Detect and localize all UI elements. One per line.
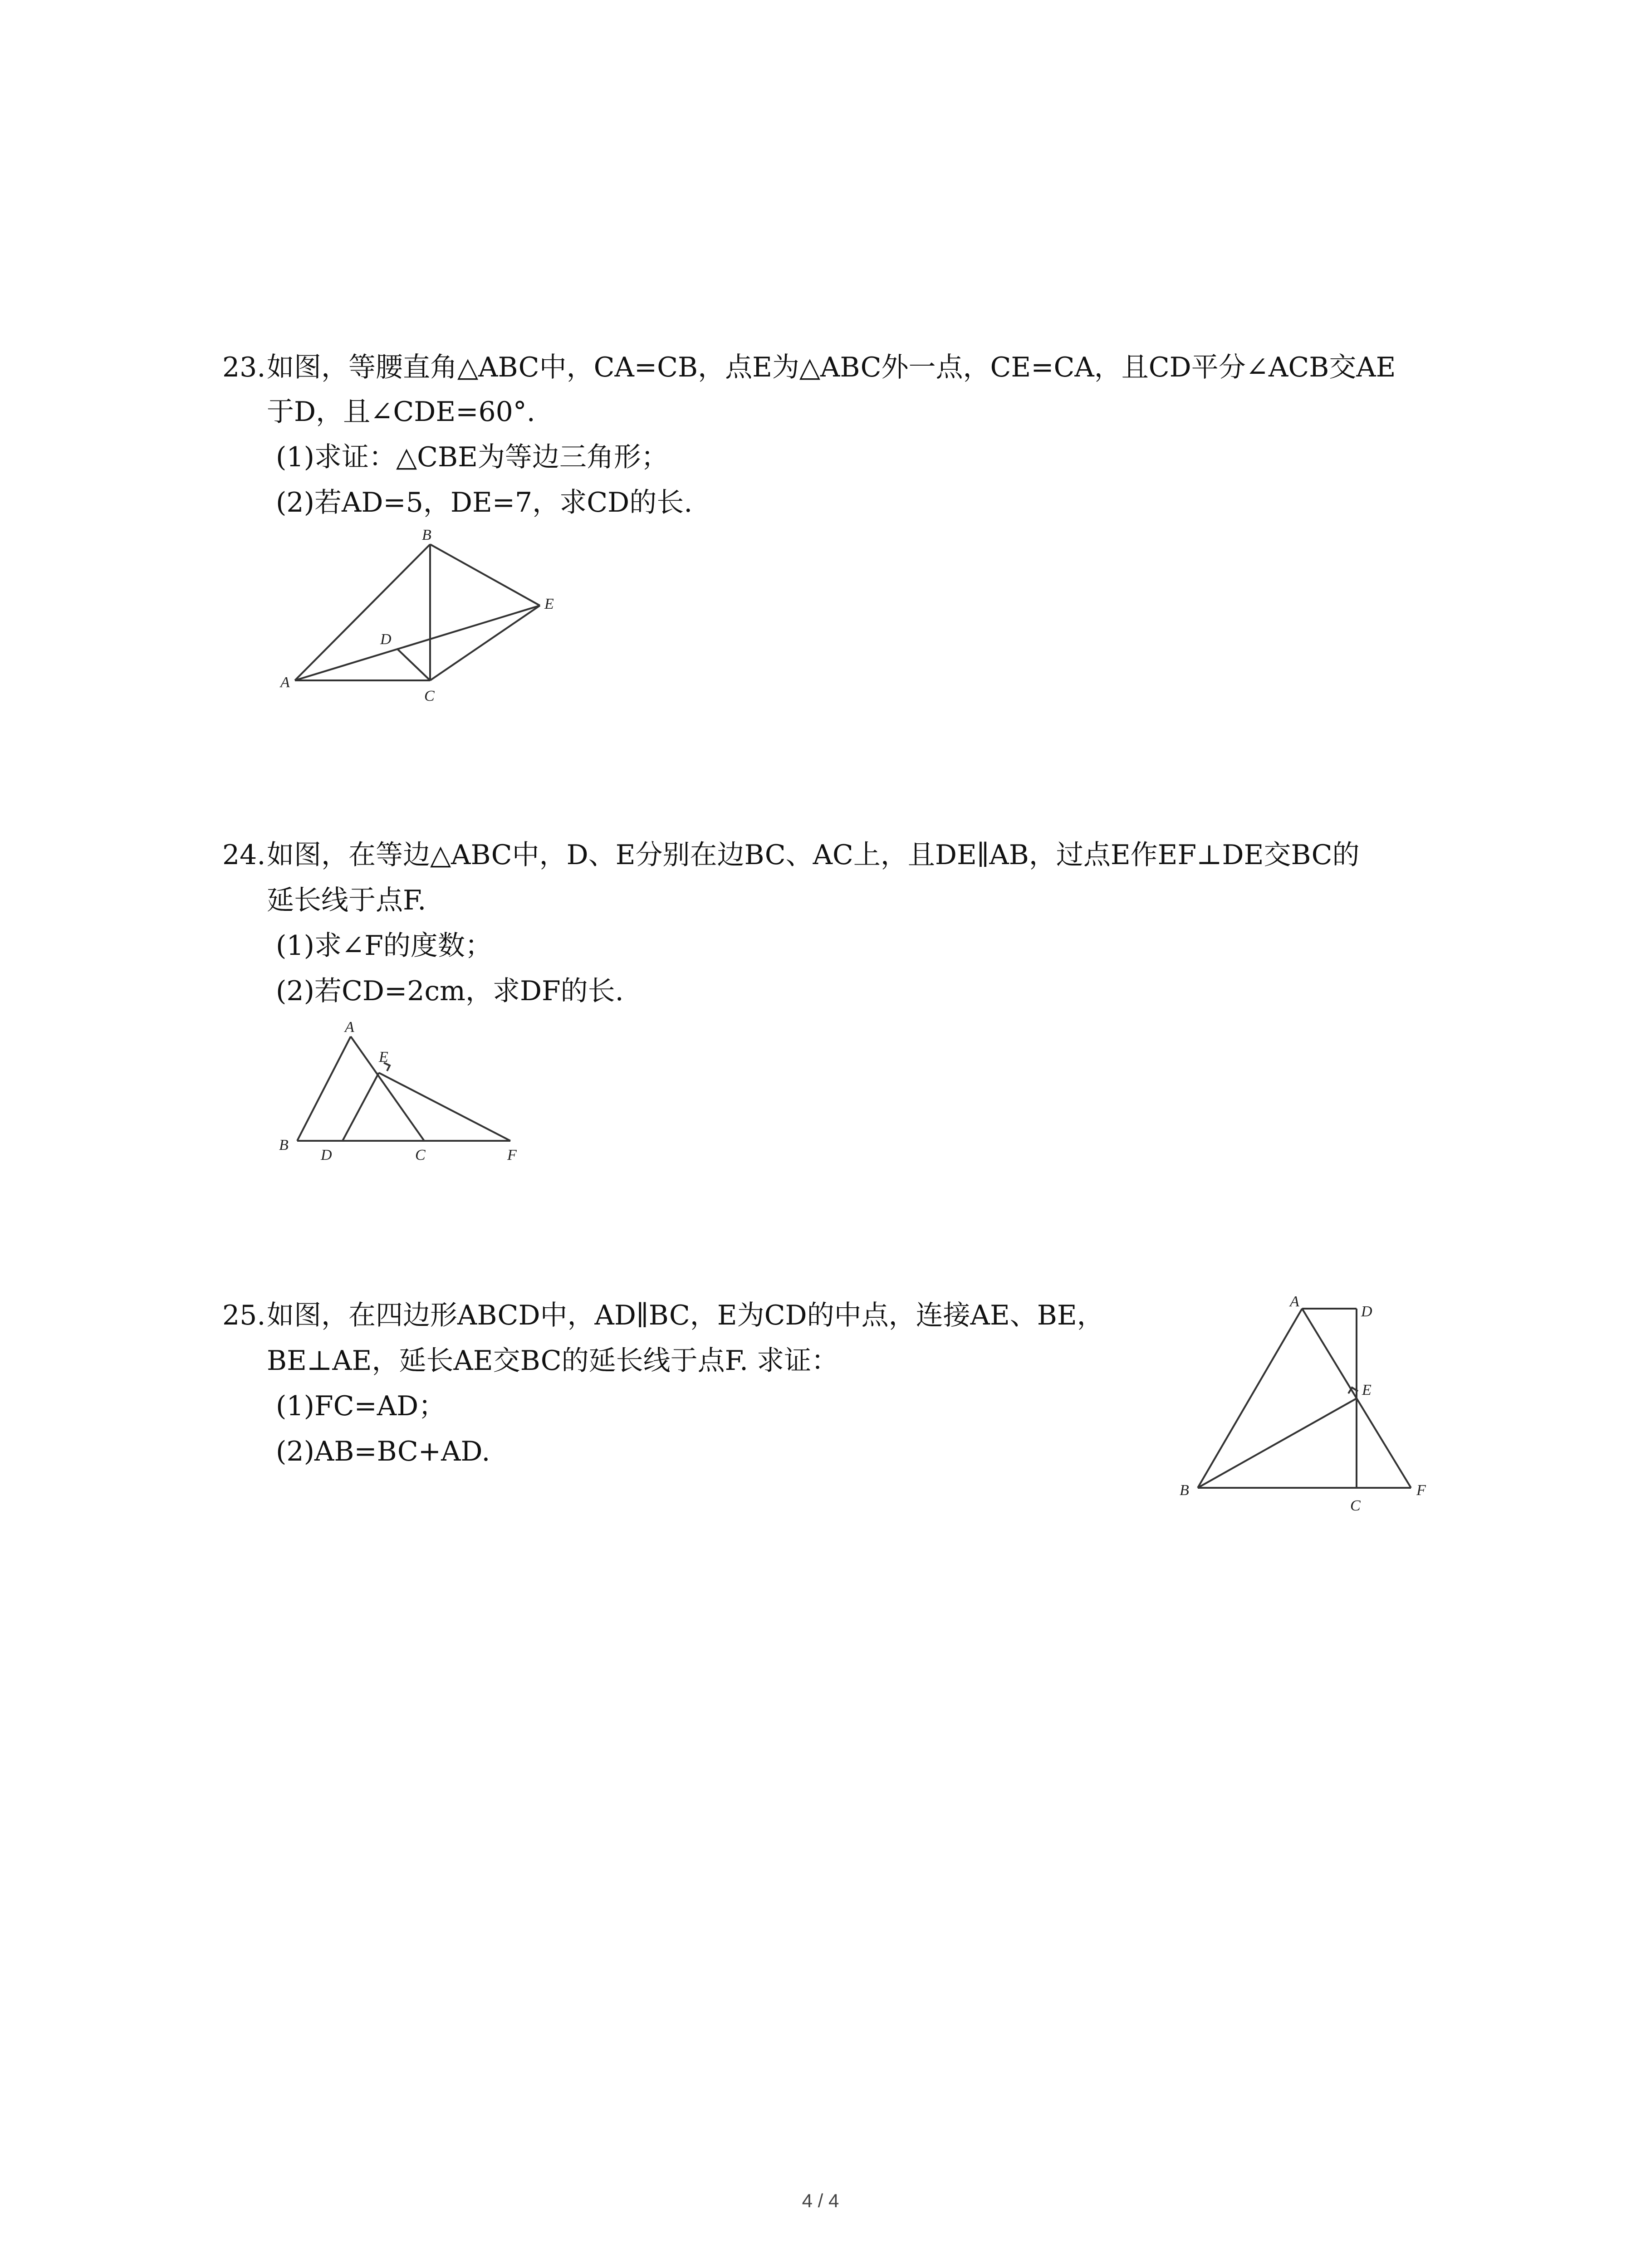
segment-be [430, 544, 540, 606]
problem-24-line-2: 延长线于点F. [267, 885, 426, 916]
problem-25-part-1: (1)FC=AD； [276, 1390, 446, 1422]
segment-ab [297, 1036, 351, 1141]
problem-25-part-2: (2)AB=BC+AD. [276, 1436, 490, 1467]
problem-23-part-1: (1)求证：△CBE为等边三角形； [276, 441, 668, 473]
label-f: F [507, 1147, 517, 1163]
problem-23-line-1: 如图，等腰直角△ABC中，CA=CB，点E为△ABC外一点，CE=CA，且CD平分∠ACB交AE [267, 352, 1396, 383]
problem-24-line-1: 如图，在等边△ABC中，D、E分别在边BC、AC上，且DE∥AB，过点E作EF⊥DE交BC的 [267, 839, 1360, 871]
label-b: B [422, 527, 431, 543]
label-f: F [1416, 1482, 1426, 1499]
label-b: B [279, 1137, 289, 1154]
problem-24-part-1: (1)求∠F的度数； [276, 930, 492, 962]
label-a: A [345, 1019, 354, 1036]
segment-ce [430, 606, 540, 680]
label-a: A [280, 674, 290, 691]
problem-25-number: 25. [222, 1300, 266, 1331]
label-d: D [321, 1147, 332, 1163]
problem-23-line-2: 于D，且∠CDE=60°. [267, 396, 535, 428]
problem-25-line-1: 如图，在四边形ABCD中，AD∥BC，E为CD的中点，连接AE、BE， [267, 1300, 1104, 1331]
label-c: C [424, 688, 435, 704]
label-d: D [380, 631, 392, 648]
label-c: C [1350, 1497, 1361, 1514]
label-c: C [415, 1147, 426, 1163]
label-a: A [1290, 1293, 1299, 1310]
problem-24-number: 24. [222, 839, 266, 871]
segment-be [1198, 1398, 1357, 1488]
segment-ef [379, 1073, 510, 1141]
problem-24-part-2: (2)若CD=2cm，求DF的长. [276, 975, 624, 1007]
problem-23-part-2: (2)若AD=5，DE=7，求CD的长. [276, 487, 693, 518]
label-d: D [1361, 1303, 1372, 1320]
problem-25-figure [1180, 1288, 1470, 1524]
segment-de [343, 1073, 379, 1141]
label-e: E [379, 1049, 388, 1066]
segment-ab [1198, 1309, 1302, 1488]
label-e: E [1362, 1382, 1372, 1398]
label-b: B [1180, 1482, 1189, 1499]
label-e: E [544, 596, 554, 612]
problem-23-figure [268, 526, 585, 708]
problem-24-figure [270, 1014, 551, 1173]
segment-cd [397, 649, 430, 680]
problem-25-line-2: BE⊥AE，延长AE交BC的延长线于点F. 求证： [267, 1345, 839, 1377]
problem-23-number: 23. [222, 352, 266, 383]
page-number: 4 / 4 [802, 2190, 839, 2211]
